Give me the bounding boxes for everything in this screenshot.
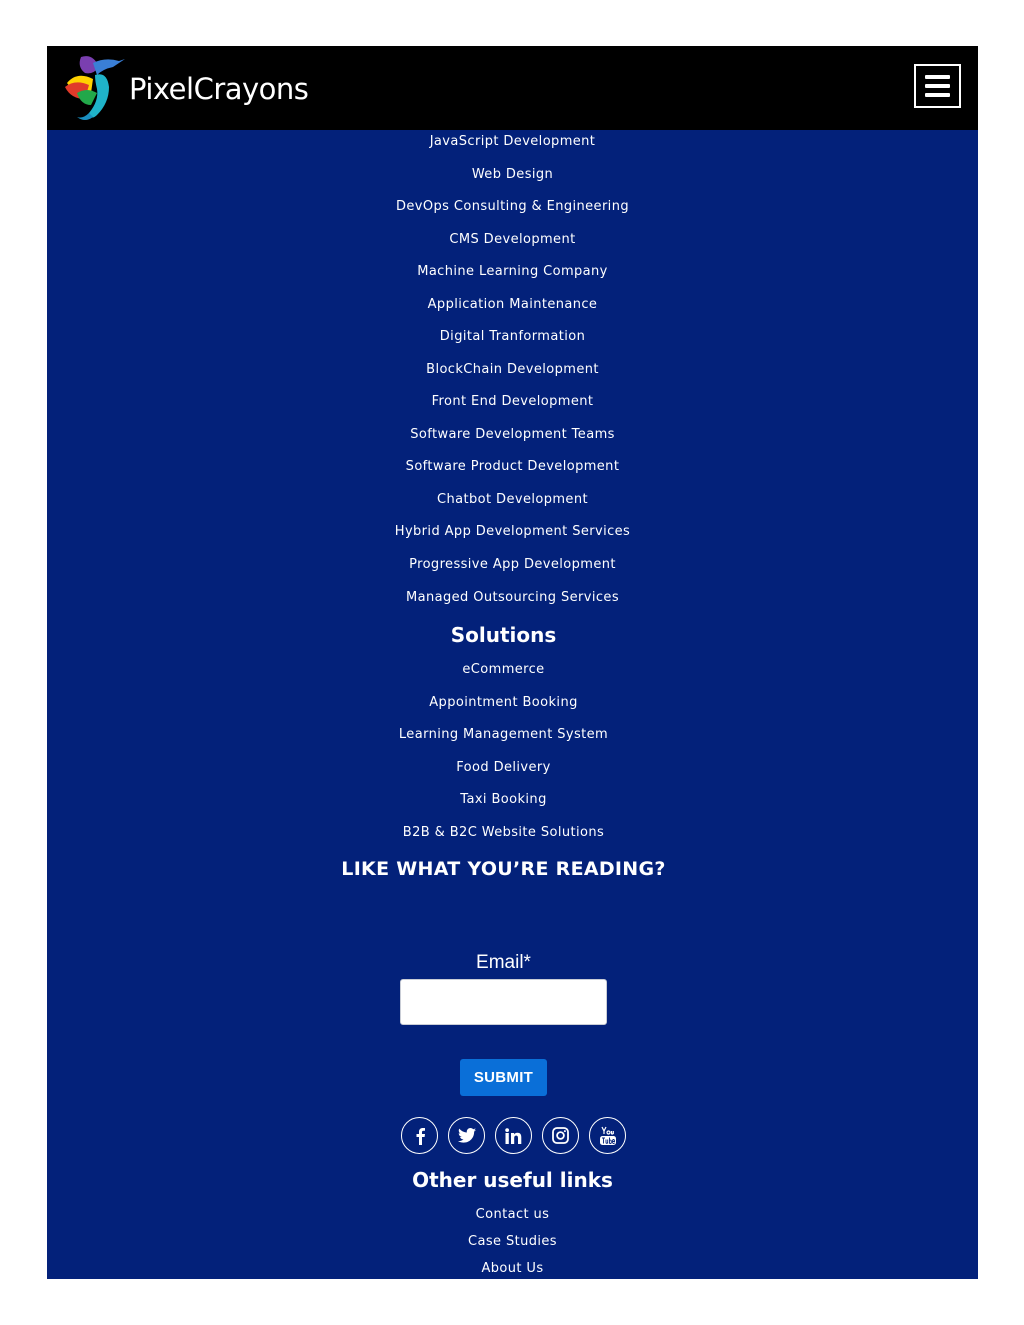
solutions-heading: Solutions [450,623,557,647]
youtube-link[interactable] [589,1117,626,1154]
footer-link[interactable]: Food Delivery [456,760,551,775]
site-header [47,46,978,130]
footer-link[interactable]: Application Maintenance [427,297,598,312]
footer-link[interactable]: Digital Tranformation [439,329,586,344]
footer-link[interactable]: JavaScript Development [429,134,596,149]
brand-name: PixelCrayons [129,72,309,106]
facebook-icon [414,1127,426,1145]
youtube-icon [599,1126,617,1146]
facebook-link[interactable] [401,1117,438,1154]
hummingbird-logo-icon [63,53,125,125]
footer-link[interactable]: Learning Management System [398,727,609,742]
footer-link[interactable]: Appointment Booking [429,695,578,710]
footer-link[interactable]: Software Product Development [405,459,620,474]
twitter-link[interactable] [448,1117,485,1154]
footer-link[interactable]: Hybrid App Development Services [394,524,631,539]
footer-link[interactable]: Case Studies [468,1234,557,1249]
social-links [401,1117,626,1154]
footer-link[interactable]: Managed Outsourcing Services [405,590,620,605]
footer-link[interactable]: Taxi Booking [460,792,547,807]
footer-link[interactable]: Contact us [475,1207,550,1222]
other-links-heading: Other useful links [412,1168,613,1192]
footer-link[interactable]: Chatbot Development [437,492,588,507]
submit-button[interactable]: SUBMIT [460,1059,547,1096]
footer-link[interactable]: Progressive App Development [409,557,616,572]
footer-link[interactable]: CMS Development [449,232,576,247]
linkedin-icon [505,1128,522,1144]
footer-link[interactable]: BlockChain Development [426,362,599,377]
footer-page [47,46,978,1279]
brand-logo[interactable] [63,52,308,126]
instagram-icon [552,1127,569,1144]
newsletter-heading: LIKE WHAT YOU’RE READING? [341,858,666,880]
footer-link[interactable]: DevOps Consulting & Engineering [396,199,629,214]
instagram-link[interactable] [542,1117,579,1154]
email-label: Email* [476,952,531,973]
footer-link[interactable]: Software Development Teams [410,427,615,442]
footer-link[interactable]: Machine Learning Company [417,264,608,279]
hamburger-menu-icon [925,84,950,88]
footer-link[interactable]: eCommerce [462,662,545,677]
email-input[interactable] [400,979,607,1025]
hamburger-menu-icon [925,93,950,97]
hamburger-menu-icon [925,75,950,79]
hamburger-menu-button[interactable] [914,64,961,108]
linkedin-link[interactable] [495,1117,532,1154]
footer-link[interactable]: B2B & B2C Website Solutions [402,825,605,840]
footer-link[interactable]: Web Design [471,167,554,182]
twitter-icon [458,1128,476,1143]
footer-link[interactable]: About Us [481,1261,544,1276]
footer-link[interactable]: Front End Development [431,394,594,409]
